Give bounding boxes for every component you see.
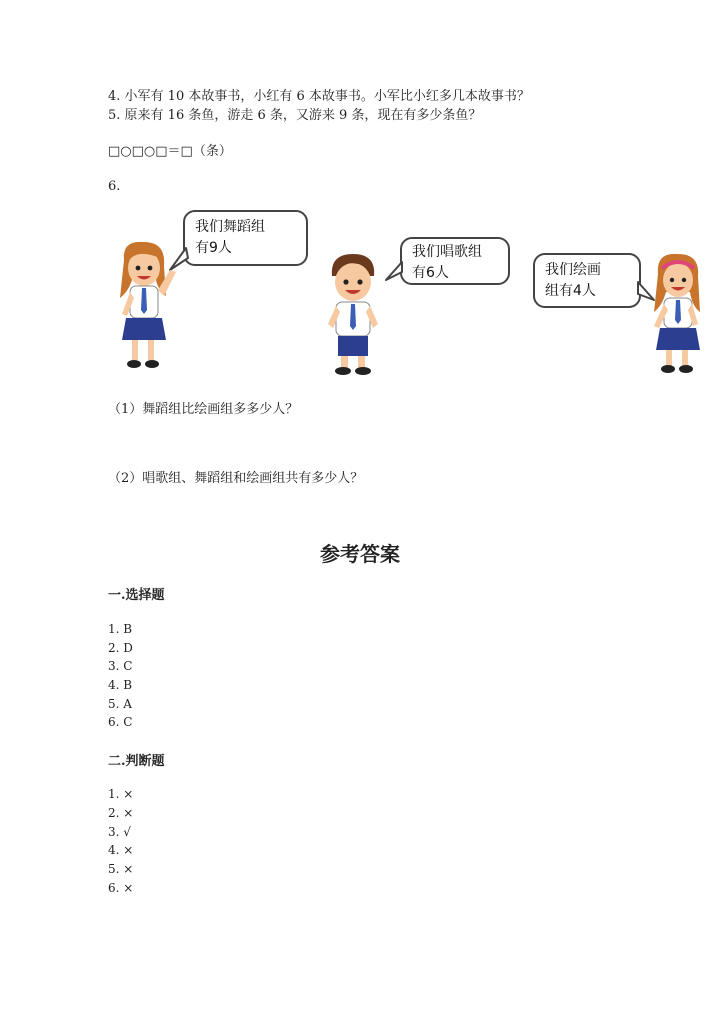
choice-answer-4: 4. B bbox=[108, 678, 133, 692]
bubble-sing-line-2: 有6人 bbox=[412, 265, 449, 281]
choice-answer-1: 1. B bbox=[108, 622, 133, 636]
section-choice-heading: 一.选择题 bbox=[108, 588, 165, 603]
bubble-draw-line-2: 组有4人 bbox=[545, 283, 596, 299]
bubble-dance-line-1: 我们舞蹈组 bbox=[195, 219, 265, 235]
bubble-sing-line-1: 我们唱歌组 bbox=[412, 244, 482, 260]
question-6-part-2: （2）唱歌组、舞蹈组和绘画组共有多少人？ bbox=[108, 471, 364, 486]
choice-answer-3: 3. C bbox=[108, 659, 133, 673]
choice-answer-5: 5. A bbox=[108, 697, 132, 711]
speech-bubble-draw bbox=[533, 253, 641, 308]
bubble-draw-line-1: 我们绘画 bbox=[545, 262, 601, 278]
judge-answer-3: 3. √ bbox=[108, 825, 131, 839]
question-5-formula: □○□○□＝□（条） bbox=[108, 144, 232, 159]
judge-answer-6: 6. × bbox=[108, 881, 134, 895]
judge-answer-1: 1. × bbox=[108, 787, 134, 801]
question-5: 5. 原来有 16 条鱼，游走 6 条，又游来 9 条，现在有多少条鱼？ bbox=[108, 108, 482, 123]
boy-illustration bbox=[322, 252, 384, 380]
speech-bubble-dance bbox=[183, 210, 308, 266]
section-judge-heading: 二.判断题 bbox=[108, 754, 165, 769]
question-4: 4. 小军有 10 本故事书，小红有 6 本故事书。小军比小红多几本故事书？ bbox=[108, 89, 530, 104]
girl-right-illustration bbox=[650, 252, 704, 376]
question-6-part-1: （1）舞蹈组比绘画组多多少人？ bbox=[108, 402, 299, 417]
bubble-dance-line-2: 有9人 bbox=[195, 240, 232, 256]
question-6-label: 6. bbox=[108, 179, 121, 194]
choice-answer-2: 2. D bbox=[108, 641, 133, 655]
speech-bubble-sing bbox=[400, 237, 510, 285]
judge-answer-2: 2. × bbox=[108, 806, 134, 820]
judge-answer-4: 4. × bbox=[108, 843, 134, 857]
judge-answer-5: 5. × bbox=[108, 862, 134, 876]
choice-answer-6: 6. C bbox=[108, 715, 133, 729]
girl-waving-illustration bbox=[112, 240, 182, 380]
answer-key-title: 参考答案 bbox=[320, 542, 400, 566]
bubble-tail-sing bbox=[384, 262, 406, 284]
